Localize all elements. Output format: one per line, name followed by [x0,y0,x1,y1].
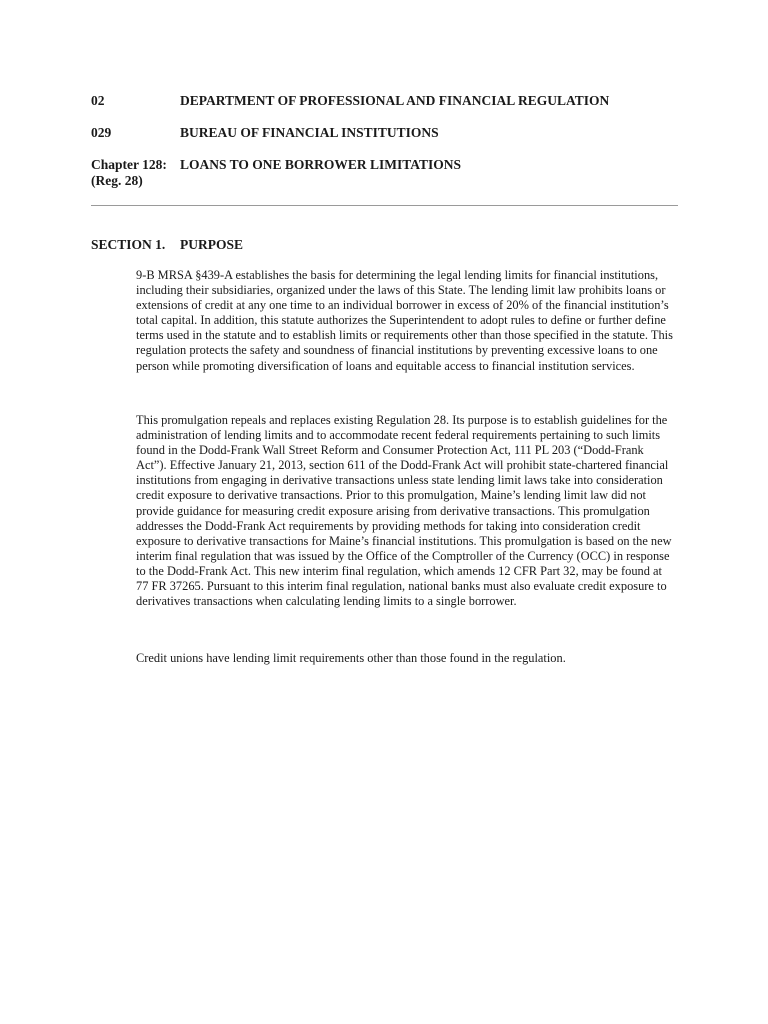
purpose-paragraph-1: 9-B MRSA §439-A establishes the basis for determining the legal lending limits for financial institutions, including their subsidiaries, organized under the laws of this State. The lending limit law prohibits loans or extensions of credit at any one time to an individual borrower in excess of 20% of the financial institution’s total capital. In addition, this statute authorizes the Superintendent to adopt rules to define or further define terms used in the statute and to establish limits or requirements other than those specified in the statute. This regulation protects the safety and soundness of financial institutions by preventing excessive loans to one person while promoting diversification of loans and equitable access to financial institution services. [136,268,673,373]
department-code: 02 [91,93,105,108]
bureau-title: BUREAU OF FINANCIAL INSTITUTIONS [180,125,439,140]
purpose-paragraph-3: Credit unions have lending limit requirements other than those found in the regulation. [136,651,566,665]
chapter-title: LOANS TO ONE BORROWER LIMITATIONS [180,157,462,172]
section-name: PURPOSE [180,237,244,252]
bureau-code: 029 [91,125,112,140]
section-label: SECTION 1. [91,237,166,252]
purpose-paragraph-2: This promulgation repeals and replaces existing Regulation 28. Its purpose is to establish guidelines for the administration of lending limits and to accommodate recent federal requirements pertaining to such limits found in the Dodd-Frank Wall Street Reform and Consumer Protection Act, 111 PL 203 (“Dodd-Frank Act”). Effective January 21, 2013, section 611 of the Dodd-Frank Act will prohibit state-chartered financial institutions from engaging in derivative transactions unless state lending limit laws take into consideration credit exposure to derivative transactions. Prior to this promulgation, Maine’s lending limit law did not provide guidance for measuring credit exposure arising from derivative transactions. This promulgation addresses the Dodd-Frank Act requirements by providing methods for taking into consideration credit exposure to derivative transactions for Maine’s financial institutions. This promulgation is based on the new interim final regulation that was issued by the Office of the Comptroller of the Currency (OCC) in response to the Dodd-Frank Act. This new interim final regulation, which amends 12 CFR Part 32, may be found at 77 FR 37265. Pursuant to this interim final regulation, national banks must also evaluate credit exposure to derivatives transactions when calculating lending limits to a single borrower. [136,413,672,609]
header-divider [91,205,678,206]
department-title: DEPARTMENT OF PROFESSIONAL AND FINANCIAL REGULATION [180,93,610,108]
chapter-code: Chapter 128: [91,157,167,172]
regulation-number: (Reg. 28) [91,173,143,188]
